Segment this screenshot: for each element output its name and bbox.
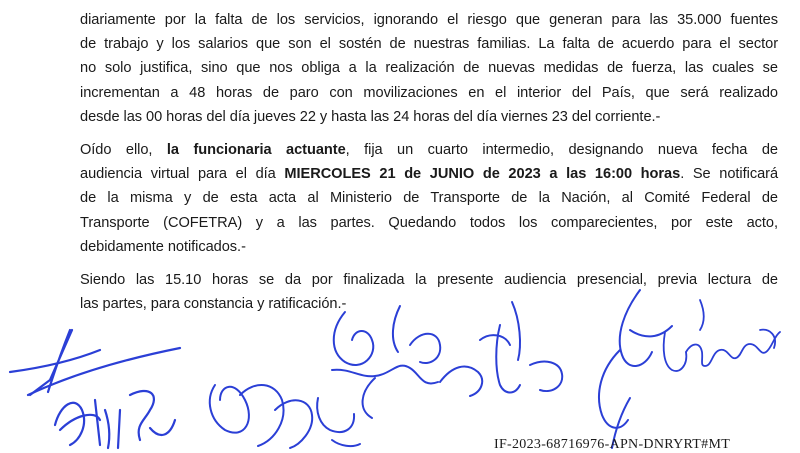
paragraph-2-line-5: debidamente notificados.- bbox=[80, 239, 246, 255]
p2-l2-bold: MIERCOLES 21 de JUNIO de 2023 a las 16:00 horas bbox=[284, 166, 681, 182]
paragraph-3-line-2: las partes, para constancia y ratificación.- bbox=[80, 296, 347, 312]
signature-4 bbox=[480, 302, 562, 393]
signature-1 bbox=[10, 330, 180, 448]
p2-l1-pre: Oído ello, bbox=[80, 142, 167, 158]
document-identifier: IF-2023-68716976-APN-DNRYRT#MT bbox=[494, 437, 731, 452]
signature-2 bbox=[210, 385, 312, 448]
signature-6 bbox=[664, 300, 780, 371]
paragraph-1-line-2: de trabajo y los salarios que son el sostén de nuestras familias. La falta de acuerdo para el sector bbox=[80, 36, 778, 52]
p2-l1-bold: la funcionaria actuante bbox=[166, 142, 346, 158]
paragraph-1-line-4: incrementan a 48 horas de paro con movilizaciones en el interior del País, que será realizado bbox=[80, 85, 778, 101]
paragraph-1-line-3: no solo justifica, sino que nos obliga a la realización de nuevas medidas de fuerza, las cuales se bbox=[80, 60, 778, 76]
paragraph-3-line-1: Siendo las 15.10 horas se da por finalizada la presente audiencia presencial, previa lectura de bbox=[80, 272, 778, 288]
signature-5 bbox=[599, 290, 672, 448]
p2-l1-post: , fija un cuarto intermedio, designando nueva fecha de bbox=[345, 142, 778, 158]
paragraph-1-line-5: desde las 00 horas del día jueves 22 y hasta las 24 horas del día viernes 23 del corriente.- bbox=[80, 109, 661, 125]
paragraph-1-line-1: diariamente por la falta de los servicios, ignorando el riesgo que generan para las 35.000 fuentes bbox=[80, 12, 778, 28]
paragraph-2-line-3: de la misma y de esta acta al Ministerio de Transporte de la Nación, al Comité Federal de bbox=[80, 190, 778, 206]
p2-l2-post: . Se notificará bbox=[680, 166, 779, 182]
signature-3 bbox=[317, 306, 482, 446]
paragraph-2-line-4: Transporte (COFETRA) y a las partes. Quedando todos los comparecientes, por este acto, bbox=[80, 215, 778, 231]
p2-l2-pre: audiencia virtual para el día bbox=[80, 166, 285, 182]
